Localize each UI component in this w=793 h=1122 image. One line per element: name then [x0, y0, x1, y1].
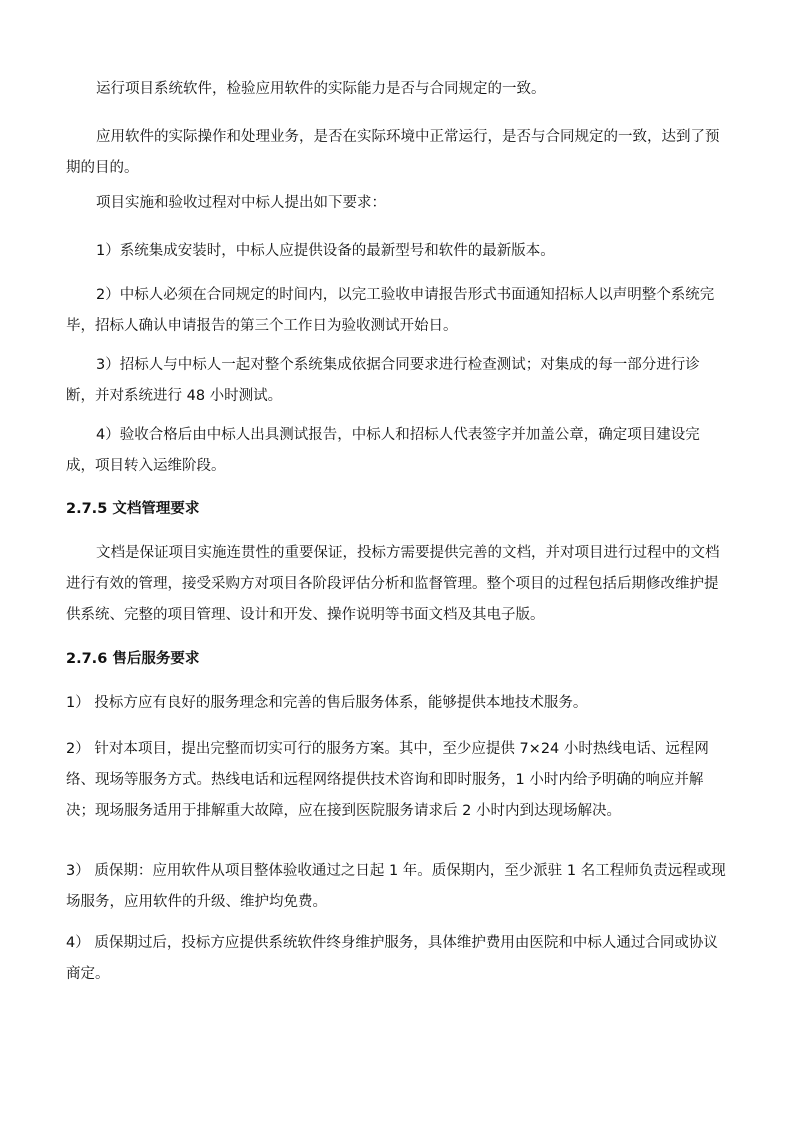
paragraph-real-environment: 应用软件的实际操作和处理业务，是否在实际环境中正常运行，是否与合同规定的一致，达到了预期的目的。 [66, 129, 720, 176]
paragraph-document-management: 文档是保证项目实施连贯性的重要保证，投标方需要提供完善的文档，并对项目进行过程中的文档进行有效的管理，接受采购方对项目各阶段评估分析和监督管理。整个项目的过程包括后期修改维护提供系统、完整的项目管理、设计和开发、操作说明等书面文档及其电子版。 [66, 545, 720, 623]
service-item-4: 4） 质保期过后，投标方应提供系统软件终身维护服务，具体维护费用由医院和中标人通过合同或协议商定。 [66, 935, 718, 982]
heading-2-7-5: 2.7.5 文档管理要求 [66, 501, 200, 517]
heading-2-7-6: 2.7.6 售后服务要求 [66, 651, 200, 667]
acceptance-item-4: 4）验收合格后由中标人出具测试报告，中标人和招标人代表签字并加盖公章，确定项目建设完成，项目转入运维阶段。 [66, 427, 700, 474]
paragraph-requirements-intro: 项目实施和验收过程对中标人提出如下要求： [96, 195, 386, 211]
paragraph-run-software: 运行项目系统软件，检验应用软件的实际能力是否与合同规定的一致。 [96, 81, 546, 97]
service-item-1: 1） 投标方应有良好的服务理念和完善的售后服务体系，能够提供本地技术服务。 [66, 695, 588, 711]
acceptance-item-2: 2）中标人必须在合同规定的时间内，以完工验收申请报告形式书面通知招标人以声明整个系统完毕，招标人确认申请报告的第三个工作日为验收测试开始日。 [66, 287, 715, 334]
service-item-2: 2） 针对本项目，提出完整而切实可行的服务方案。其中，至少应提供 7×24 小时热线电话、远程网络、现场等服务方式。热线电话和远程网络提供技术咨询和即时服务，1 小时内给予明确的响应并解决；现场服务适用于排解重大故障，应在接到医院服务请求后 2 小时内到达现场解决。 [66, 741, 709, 819]
acceptance-item-1: 1）系统集成安装时，中标人应提供设备的最新型号和软件的最新版本。 [96, 243, 555, 259]
service-item-3: 3） 质保期：应用软件从项目整体验收通过之日起 1 年。质保期内，至少派驻 1 名工程师负责远程或现场服务，应用软件的升级、维护均免费。 [66, 863, 726, 910]
acceptance-item-3: 3）招标人与中标人一起对整个系统集成依据合同要求进行检查测试；对集成的每一部分进行诊断，并对系统进行 48 小时测试。 [66, 357, 700, 404]
